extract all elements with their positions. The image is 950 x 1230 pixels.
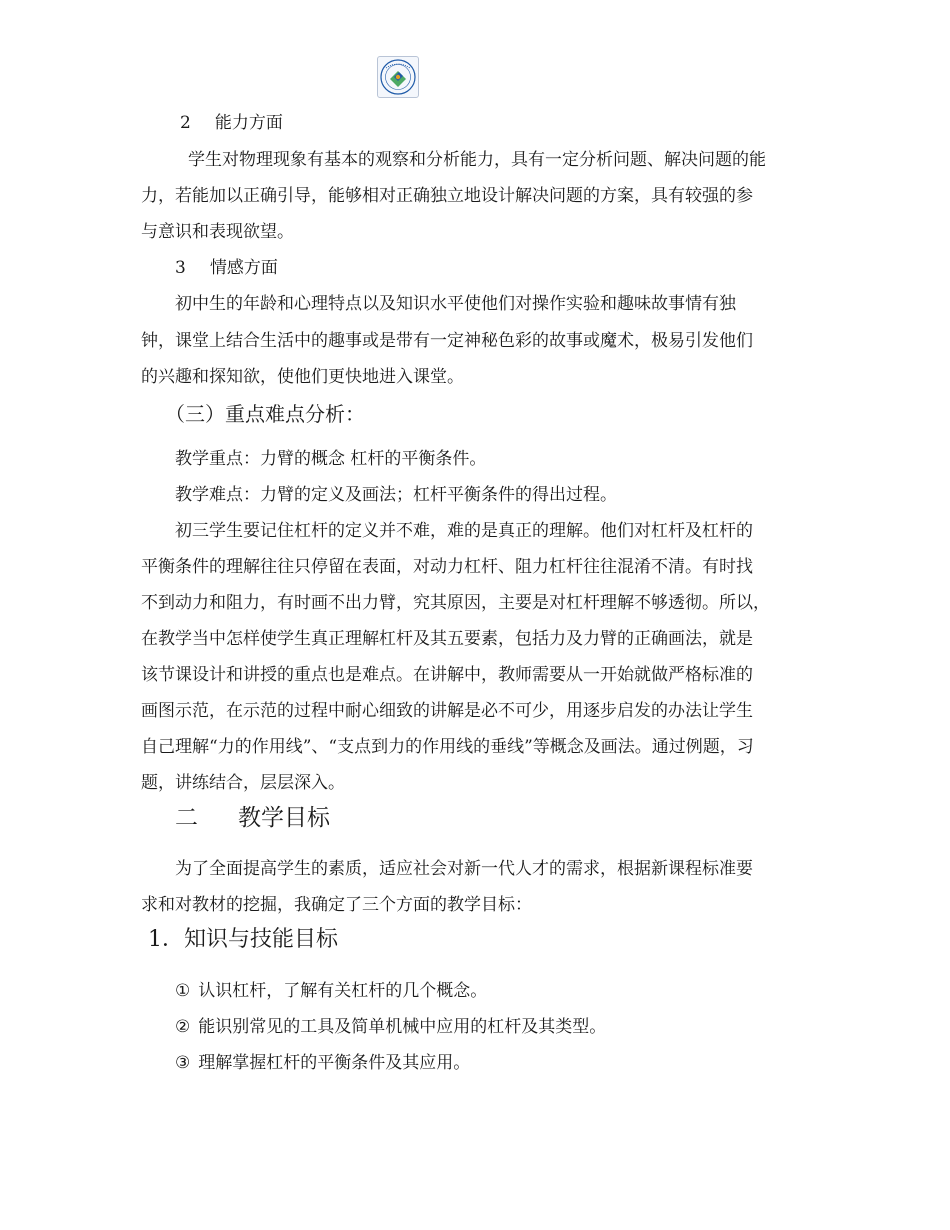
paragraph-line: 不到动力和阻力，有时画不出力臂，究其原因，主要是对杠杆理解不够透彻。所以，: [141, 593, 770, 613]
goal-item: [175, 1052, 470, 1074]
paragraph-line: 钟，课堂上结合生活中的趣事或是带有一定神秘色彩的故事或魔术，极易引发他们: [141, 331, 753, 351]
seal-graphic: [378, 57, 418, 97]
item-text: 认识杠杆，了解有关杠杆的几个概念。: [198, 981, 488, 1001]
paragraph-line: 与意识和表现欲望。: [141, 222, 294, 242]
paragraph-line: 题，讲练结合，层层深入。: [141, 773, 345, 793]
paragraph-line: 学生对物理现象有基本的观察和分析能力，具有一定分析问题、解决问题的能: [188, 150, 766, 170]
chapter-number: 二: [175, 805, 198, 831]
subsection-number: 3: [175, 258, 186, 278]
item-marker: ②: [175, 1017, 191, 1037]
subsection-number: 2: [180, 113, 191, 133]
subsection-title: 情感方面: [209, 258, 278, 278]
paragraph-line: 自己理解“力的作用线”、“支点到力的作用线的垂线”等概念及画法。通过例题，习: [141, 737, 754, 757]
goal-item: [175, 1016, 606, 1038]
subsection-heading-ability: [180, 112, 283, 134]
paragraph-line: 为了全面提高学生的素质，适应社会对新一代人才的需求，根据新课程标准要: [175, 859, 753, 879]
university-seal-icon: [377, 56, 419, 98]
paragraph-line: 的兴趣和探知欲，使他们更快地进入课堂。: [141, 367, 464, 387]
item-text: 能识别常见的工具及简单机械中应用的杠杆及其类型。: [198, 1017, 607, 1037]
paragraph-line: 初中生的年龄和心理特点以及知识水平使他们对操作实验和趣味故事情有独: [175, 294, 736, 314]
paragraph-line: 平衡条件的理解往往只停留在表面，对动力杠杆、阻力杠杆往往混淆不清。有时找: [141, 557, 753, 577]
paragraph-line: 求和对教材的挖掘，我确定了三个方面的教学目标：: [141, 895, 532, 915]
paragraph-line: 初三学生要记住杠杆的定义并不难，难的是真正的理解。他们对杠杆及杠杆的: [175, 521, 753, 541]
subsection-heading-emotion: [175, 257, 278, 279]
chapter-title: 教学目标: [238, 805, 330, 831]
goal-item: [175, 980, 487, 1002]
section-heading-key-points: （三）重点难点分析：: [165, 402, 365, 426]
paragraph-line: 该节课设计和讲授的重点也是难点。在讲解中，教师需要从一开始就做严格标准的: [141, 665, 753, 685]
item-marker: ③: [175, 1053, 191, 1073]
key-point-line: 教学重点：力臂的概念 杠杆的平衡条件。: [175, 449, 487, 469]
paragraph-line: 力，若能加以正确引导，能够相对正确独立地设计解决问题的方案，具有较强的参: [141, 186, 753, 206]
paragraph-line: 画图示范，在示范的过程中耐心细致的讲解是必不可少，用逐步启发的办法让学生: [141, 701, 753, 721]
item-marker: ①: [175, 981, 191, 1001]
subsection-title: 能力方面: [214, 113, 283, 133]
difficult-point-line: 教学难点：力臂的定义及画法；杠杆平衡条件的得出过程。: [175, 485, 617, 505]
goal-heading-knowledge: 1．知识与技能目标: [148, 927, 338, 952]
paragraph-line: 在教学当中怎样使学生真正理解杠杆及其五要素，包括力及力臂的正确画法，就是: [141, 629, 753, 649]
chapter-heading-teaching-goals: [175, 804, 330, 832]
item-text: 理解掌握杠杆的平衡条件及其应用。: [198, 1053, 471, 1073]
